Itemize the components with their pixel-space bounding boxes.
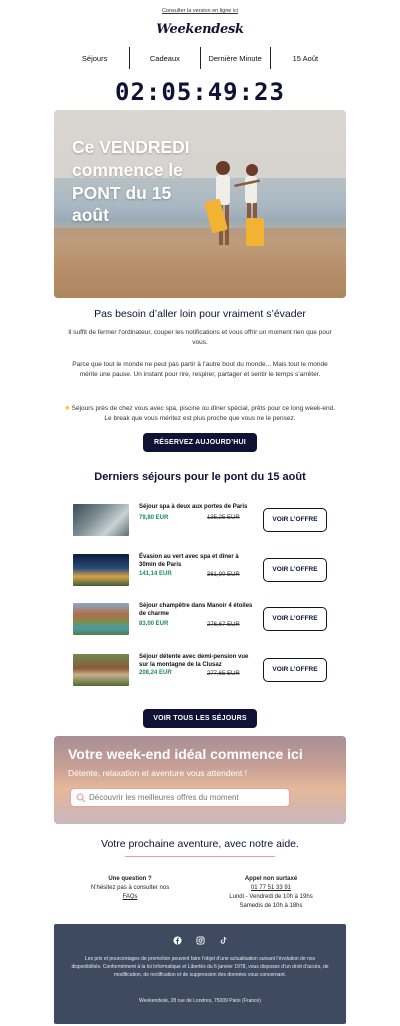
faq-link[interactable]: FAQs	[122, 894, 138, 900]
view-offer-button[interactable]: VOIR L’OFFRE	[263, 508, 327, 532]
hero-image[interactable]	[54, 110, 346, 298]
footer	[54, 924, 346, 1024]
offer-price: 79,80 EUR	[139, 515, 169, 521]
offer-old-price: 135,25 EUR	[207, 515, 240, 521]
nav-item-15-aout[interactable]: 15 Août	[292, 53, 319, 63]
top-nav	[60, 47, 340, 69]
intro-paragraph-1: Il suffit de fermer l’ordinateur, couper les notifications et vous offrir un moment rien que pour vous.	[68, 329, 332, 347]
instagram-icon[interactable]	[196, 936, 205, 945]
reserve-today-button[interactable]: RÉSERVEZ AUJOURD’HUI	[143, 433, 257, 452]
offer-card	[73, 504, 333, 536]
offer-title[interactable]: Séjour champêtre dans Manoir 4 étoiles de charme	[139, 603, 253, 617]
offer-old-price: 276,67 EUR	[207, 622, 240, 628]
offer-price: 208,24 EUR	[139, 670, 172, 676]
offer-image[interactable]	[73, 603, 129, 635]
offer-old-price: 361,90 EUR	[207, 572, 240, 578]
offer-card	[73, 603, 333, 635]
hours-saturday: Samedis de 10h à 18hs	[239, 903, 303, 909]
contact-call	[191, 875, 351, 911]
offer-image[interactable]	[73, 554, 129, 586]
view-offer-button[interactable]: VOIR L’OFFRE	[263, 658, 327, 682]
view-offer-button[interactable]: VOIR L’OFFRE	[263, 558, 327, 582]
offer-card	[73, 654, 333, 686]
call-title: Appel non surtaxé	[244, 876, 298, 882]
divider	[125, 856, 275, 857]
countdown-timer: 02:05:49:23	[115, 78, 285, 106]
legal-text: Les prix et pourcentages de promotion peuvent faire l’objet d’une actualisation suivant l’évolution de nos disponibilités. Conformément à la loi Informatique et Libertés du 6 janvier 1978, vous disposez d’un droit d’accès, de modification, de rectification et de suppression des données vous concernant.	[71, 956, 329, 978]
tiktok-icon[interactable]	[219, 936, 228, 945]
search-placeholder: Découvrir les meilleures offres du moment	[89, 793, 239, 802]
nav-item-cadeaux[interactable]: Cadeaux	[130, 47, 200, 69]
facebook-icon[interactable]	[173, 936, 182, 945]
social-links	[54, 936, 346, 945]
view-offer-button[interactable]: VOIR L’OFFRE	[263, 607, 327, 631]
offers-search-input[interactable]	[70, 788, 290, 807]
offer-card	[73, 554, 333, 586]
offer-image[interactable]	[73, 654, 129, 686]
offer-title[interactable]: Séjour détente avec demi-pension vue sur la montagne de la Clusaz	[139, 654, 249, 668]
sun-icon: ●	[64, 403, 70, 412]
view-all-stays-button[interactable]: VOIR TOUS LES SÉJOURS	[143, 709, 257, 728]
web-version-link[interactable]: Consulter la version en ligne ici	[161, 8, 239, 14]
intro-paragraph-2: Parce que tout le monde ne peut pas partir à l’autre bout du monde... Mais tout le monde mérite une pause. Un instant pour rire, respirer, partager et sentir le temps s’arrêter.	[72, 361, 328, 379]
company-address: Weekendesk, 28 rue de Londres, 75009 Paris (France)	[139, 998, 261, 1004]
offer-price: 83,00 EUR	[139, 621, 169, 627]
banner-subtitle: Détente, relaxation et aventure vous attendent !	[68, 768, 248, 778]
question-title: Une question ?	[108, 876, 152, 882]
offer-price: 141,14 EUR	[139, 571, 172, 577]
phone-link[interactable]: 01 77 51 33 91	[250, 885, 292, 891]
search-icon	[76, 793, 86, 803]
offer-title[interactable]: Séjour spa à deux aux portes de Paris	[139, 504, 248, 510]
intro-heading: Pas besoin d’aller loin pour vraiment s’évader	[94, 308, 306, 320]
contact-question	[50, 875, 210, 902]
tagline: Votre prochaine aventure, avec notre aide.	[101, 838, 299, 850]
offer-old-price: 277,65 EUR	[207, 671, 240, 677]
offer-image[interactable]	[73, 504, 129, 536]
intro-paragraph-3-text: Séjours près de chez vous avec spa, piscine ou dîner spécial, prêts pour ce long week-end. Le break que vous méritez est plus proche que vous ne le pensez.	[71, 405, 336, 423]
question-text: N’hésitez pas à consulter nos	[90, 885, 170, 891]
hours-weekdays: Lundi - Vendredi de 10h à 19hs	[229, 894, 313, 900]
logo[interactable]: Weekendesk	[156, 22, 244, 37]
nav-item-derniere-minute[interactable]: Dernière Minute	[201, 47, 271, 69]
banner-title: Votre week-end idéal commence ici	[68, 746, 303, 762]
offer-title[interactable]: Évasion au vert avec spa et dîner à 30min de Paris	[139, 554, 239, 568]
offers-title: Derniers séjours pour le pont du 15 août	[94, 471, 306, 483]
nav-item-sejours[interactable]: Séjours	[60, 47, 130, 69]
search-banner	[54, 736, 346, 824]
intro-paragraph-3	[64, 402, 336, 424]
hero-title: Ce VENDREDI commence le PONT du 15 août	[72, 137, 190, 226]
